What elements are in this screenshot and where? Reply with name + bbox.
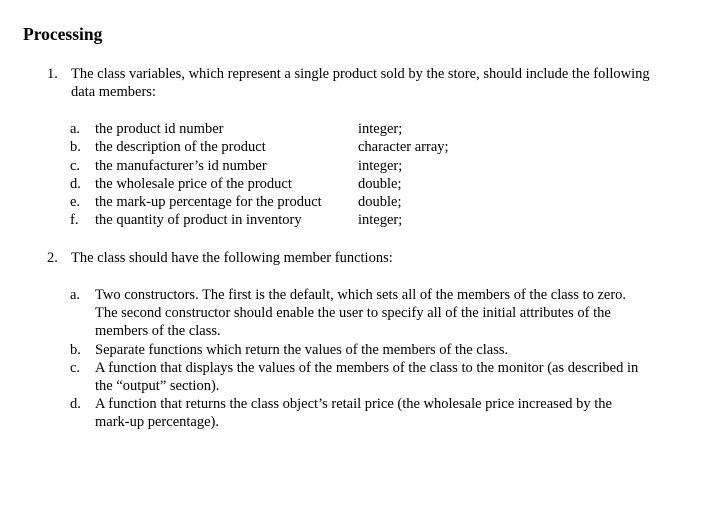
member-description: the description of the product	[95, 139, 266, 156]
list-letter: d.	[70, 396, 81, 413]
member-type: double;	[358, 194, 402, 211]
list-item	[70, 211, 665, 229]
function-description: A function that returns the class object’s retail price (the wholesale price increased by the mark-up percentage).	[95, 396, 612, 431]
data-members-list	[70, 120, 665, 230]
list-letter: b.	[70, 139, 81, 156]
list-item	[70, 395, 665, 431]
member-type: double;	[358, 175, 402, 192]
member-description: the product id number	[95, 121, 224, 137]
list-item	[70, 193, 665, 211]
list-item	[70, 120, 665, 138]
list-item	[70, 341, 665, 359]
numbered-item-1	[47, 65, 665, 101]
member-description: the wholesale price of the product	[95, 175, 292, 192]
member-type: character array;	[358, 139, 449, 156]
list-item	[70, 157, 665, 175]
item-text: The class should have the following member functions:	[71, 250, 393, 266]
list-letter: e.	[70, 194, 81, 211]
item-number: 2.	[47, 250, 58, 266]
list-item	[70, 286, 665, 341]
numbered-item-2	[47, 249, 665, 267]
list-letter: d.	[70, 175, 81, 192]
member-type: integer;	[358, 121, 403, 137]
list-letter: a.	[70, 287, 81, 303]
list-letter: c.	[70, 359, 81, 376]
item-text: The class variables, which represent a single product sold by the store, should include the following data members:	[71, 66, 650, 101]
member-description: the mark-up percentage for the product	[95, 194, 322, 211]
member-functions-list	[70, 286, 665, 432]
member-type: integer;	[358, 157, 403, 174]
member-description: the manufacturer’s id number	[95, 157, 267, 174]
list-item	[70, 175, 665, 193]
function-description: Two constructors. The first is the default, which sets all of the members of the class to zero. The second constructor should enable the user to specify all of the initial attributes of the members of the class.	[95, 287, 627, 340]
list-letter: b.	[70, 341, 81, 358]
member-type: integer;	[358, 212, 403, 229]
list-item	[70, 359, 665, 395]
list-letter: f.	[70, 212, 79, 229]
function-description: Separate functions which return the values of the members of the class.	[95, 341, 509, 358]
section-heading: Processing	[23, 24, 103, 44]
item-number: 1.	[47, 66, 58, 82]
function-description: A function that displays the values of the members of the class to the monitor (as described in the “output” section).	[95, 359, 639, 395]
member-description: the quantity of product in inventory	[95, 212, 302, 229]
list-letter: a.	[70, 121, 81, 137]
list-letter: c.	[70, 157, 81, 174]
list-item	[70, 138, 665, 156]
